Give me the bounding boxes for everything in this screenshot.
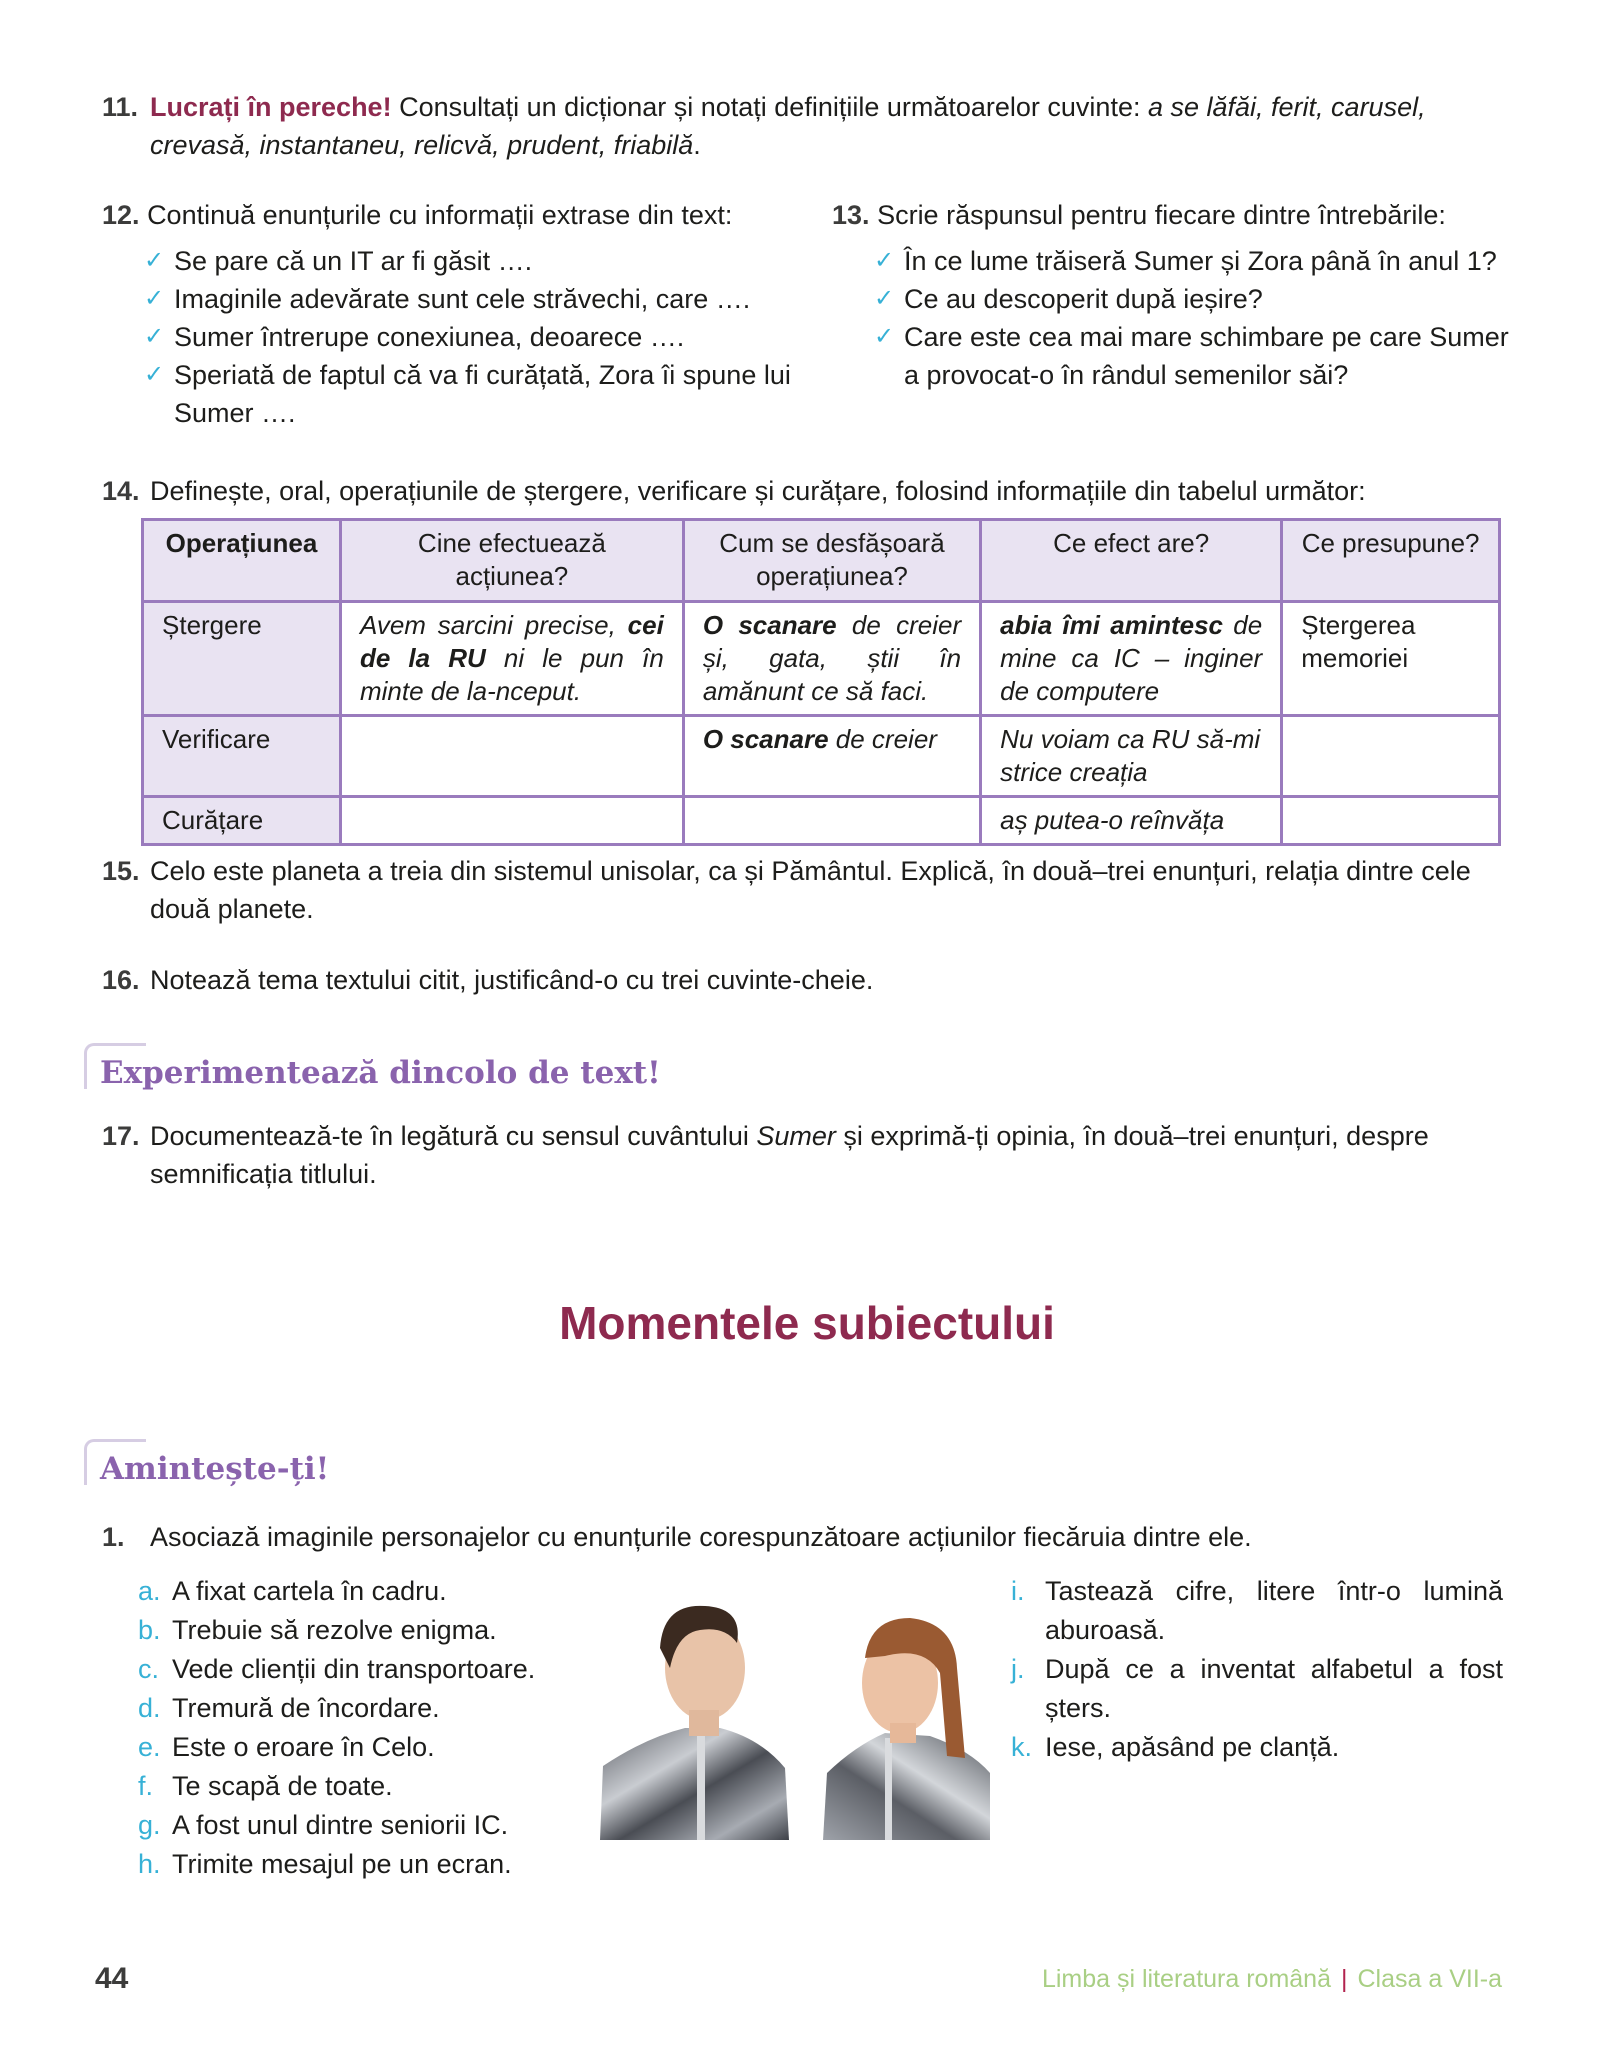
word-list-cont: crevasă, instantaneu, relicvă, prudent, friabilă — [150, 130, 694, 160]
item-text: A fixat cartela în cadru. — [172, 1576, 447, 1606]
pair-work-label: Lucrați în pereche! — [150, 92, 392, 122]
footer-separator: | — [1340, 1965, 1348, 1993]
cell-text: de mine ca IC – inginer de computere — [1000, 610, 1263, 706]
cell-emphasis: O scanare — [702, 610, 837, 640]
item-letter: a. — [138, 1576, 161, 1606]
list-item — [1011, 1728, 1503, 1767]
footer-subject: Limba și literatura română — [1041, 1965, 1331, 1993]
item-text: Se pare că un IT ar fi găsit …. — [174, 246, 533, 276]
list-item — [1011, 1650, 1503, 1728]
item-text: După ce a inventat alfabetul a fost șters. — [1045, 1654, 1503, 1723]
item-letter: e. — [138, 1732, 161, 1762]
footer-grade: Clasa a VII-a — [1357, 1965, 1502, 1993]
exercise-number: 1. — [102, 1522, 125, 1552]
exercise-text: Notează tema textului citit, justificând-o cu trei cuvinte-cheie. — [150, 965, 874, 995]
row-header: Curățare — [143, 797, 341, 845]
item-text: Vede clienții din transportoare. — [172, 1654, 536, 1684]
exercise-number: 12. — [102, 200, 140, 230]
item-text: Ce au descoperit după ieșire? — [904, 284, 1263, 314]
item-text: Tremură de încordare. — [172, 1693, 440, 1723]
exercise-text: Consultați un dicționar și notați definițiile următoarelor cuvinte: — [391, 92, 1148, 122]
item-letter: j. — [1011, 1654, 1025, 1684]
item-text: În ce lume trăiseră Sumer și Zora până în anul 1? — [904, 246, 1497, 276]
punctuation: . — [693, 130, 701, 160]
checklist — [868, 242, 1512, 394]
cell-text: Avem sarcini precise, — [359, 610, 628, 640]
table-cell — [683, 797, 980, 845]
item-letter: b. — [138, 1615, 161, 1645]
item-text: Trebuie să rezolve enigma. — [172, 1615, 497, 1645]
exercise-text: Definește, oral, operațiunile de ștergere, verificare și curățare, folosind informațiile din tabelul următor: — [150, 476, 1366, 506]
exercise-number: 13. — [832, 200, 870, 230]
table-cell — [683, 602, 980, 716]
section-heading-remember — [84, 1449, 329, 1489]
column-header: Ce presupune? — [1282, 520, 1500, 602]
list-item — [138, 1689, 578, 1728]
exercise-text: Celo este planeta a treia din sistemul unisolar, ca și Pământul. Explică, în două–trei enunțuri, relația dintre cele două planete. — [150, 856, 1471, 924]
item-letter: g. — [138, 1810, 161, 1840]
exercise-12 — [102, 196, 792, 432]
item-letter: f. — [138, 1771, 154, 1801]
exercise-number: 11. — [102, 92, 139, 122]
item-letter: d. — [138, 1693, 161, 1723]
exercise-number: 15. — [102, 856, 140, 886]
cell-emphasis: abia îmi amintesc — [1000, 610, 1224, 640]
male-character — [600, 1606, 789, 1840]
checkmark-icon: ✓ — [874, 323, 895, 350]
cell-text: de creier — [828, 724, 937, 754]
checkmark-icon: ✓ — [144, 285, 165, 312]
table-cell — [340, 797, 683, 845]
exercise-text: Documentează-te în legătură cu sensul cuvântului — [150, 1121, 757, 1151]
table-cell: Nu voiam ca RU să-mi strice creația — [981, 716, 1282, 797]
cell-emphasis: O scanare — [702, 724, 829, 754]
table-cell — [340, 716, 683, 797]
list-item — [138, 1845, 578, 1884]
table-row — [143, 716, 1500, 797]
column-header: Operațiunea — [143, 520, 341, 602]
exercise-number: 16. — [102, 965, 140, 995]
list-item — [138, 1767, 578, 1806]
exercise-17 — [102, 1117, 1502, 1193]
exercise-13 — [832, 196, 1512, 394]
list-item — [138, 1806, 578, 1845]
table-cell — [1282, 716, 1500, 797]
item-text: Trimite mesajul pe un ecran. — [172, 1849, 512, 1879]
left-statement-list — [138, 1572, 578, 1884]
cell-emphasis: cei de la RU — [359, 610, 664, 673]
list-item — [868, 280, 1512, 318]
table-cell: Ștergerea memoriei — [1282, 602, 1500, 716]
table-row — [143, 602, 1500, 716]
exercise-number: 17. — [102, 1121, 140, 1151]
emphasized-word: Sumer — [756, 1121, 836, 1151]
column-header: Ce efect are? — [981, 520, 1282, 602]
checkmark-icon: ✓ — [874, 285, 895, 312]
list-item — [138, 280, 792, 318]
item-text: Sumer întrerupe conexiunea, deoarece …. — [174, 322, 685, 352]
exercise-14 — [102, 472, 1502, 510]
table-cell — [981, 602, 1282, 716]
footer-book-info — [1042, 1960, 1502, 1998]
exercise-number: 14. — [102, 476, 140, 506]
page-title: Momentele subiectului — [559, 1297, 1055, 1349]
item-text: Te scapă de toate. — [172, 1771, 393, 1801]
item-text: Care este cea mai mare schimbare pe care Sumer a provocat-o în rândul semenilor săi? — [904, 322, 1509, 390]
exercise-text: și exprimă-ți opinia, în două–trei enunțuri, despre semnificația titlului. — [150, 1121, 1429, 1189]
list-item — [138, 1728, 578, 1767]
section-heading-text: Amintește-ți! — [100, 1451, 330, 1487]
table-cell — [340, 602, 683, 716]
item-letter: h. — [138, 1849, 161, 1879]
table-cell — [683, 716, 980, 797]
section-heading-text: Experimentează dincolo de text! — [100, 1055, 661, 1091]
checkmark-icon: ✓ — [144, 323, 165, 350]
item-letter: c. — [138, 1654, 160, 1684]
list-item — [138, 318, 792, 356]
cell-text: ni le pun în minte de la-nceput. — [359, 643, 664, 706]
row-header: Ștergere — [143, 602, 341, 716]
table-row — [143, 797, 1500, 845]
table-cell — [1282, 797, 1500, 845]
item-letter: i. — [1011, 1576, 1025, 1606]
table-header-row — [143, 520, 1500, 602]
checkmark-icon: ✓ — [874, 247, 895, 274]
list-item — [138, 1611, 578, 1650]
row-header: Verificare — [143, 716, 341, 797]
section-heading-experiment — [84, 1053, 661, 1093]
item-text: Este o eroare în Celo. — [172, 1732, 435, 1762]
list-item — [1011, 1572, 1503, 1650]
item-letter: k. — [1011, 1732, 1033, 1762]
characters-photo — [585, 1578, 990, 1840]
exercise-text: Scrie răspunsul pentru fiecare dintre întrebările: — [877, 200, 1446, 230]
item-text: Iese, apăsând pe clanță. — [1045, 1732, 1340, 1762]
item-text: Imaginile adevărate sunt cele străvechi, care …. — [174, 284, 751, 314]
list-item — [138, 1572, 578, 1611]
female-character — [823, 1618, 990, 1840]
column-header: Cine efectuează acțiunea? — [340, 520, 683, 602]
list-item — [138, 356, 792, 432]
page-number: 44 — [95, 1962, 129, 1995]
exercise-15 — [102, 852, 1502, 928]
column-header: Cum se desfășoară operațiunea? — [683, 520, 980, 602]
table-cell: aș putea-o reînvăța — [981, 797, 1282, 845]
list-item — [868, 242, 1512, 280]
list-item — [868, 318, 1512, 394]
list-item — [138, 242, 792, 280]
operations-table — [141, 518, 1501, 846]
item-text: Tastează cifre, litere într-o lumină aburoasă. — [1045, 1576, 1503, 1645]
word-list: a se lăfăi, ferit, carusel, — [1147, 92, 1426, 122]
list-item — [138, 1650, 578, 1689]
item-text: Speriată de faptul că va fi curățată, Zora îi spune lui Sumer …. — [174, 360, 791, 428]
checkmark-icon: ✓ — [144, 247, 165, 274]
item-text: A fost unul dintre seniorii IC. — [172, 1810, 509, 1840]
right-statement-list — [1011, 1572, 1503, 1767]
exercise-1 — [102, 1518, 1502, 1556]
exercise-text: Asociază imaginile personajelor cu enunțurile corespunzătoare acțiunilor fiecăruia dintre ele. — [150, 1522, 1252, 1552]
checklist — [138, 242, 792, 432]
exercise-16 — [102, 961, 1502, 999]
exercise-text: Continuă enunțurile cu informații extrase din text: — [147, 200, 733, 230]
exercise-11 — [102, 88, 1502, 164]
checkmark-icon: ✓ — [144, 361, 165, 388]
cell-text: de creier și, gata, știi în amănunt ce să faci. — [702, 610, 962, 706]
